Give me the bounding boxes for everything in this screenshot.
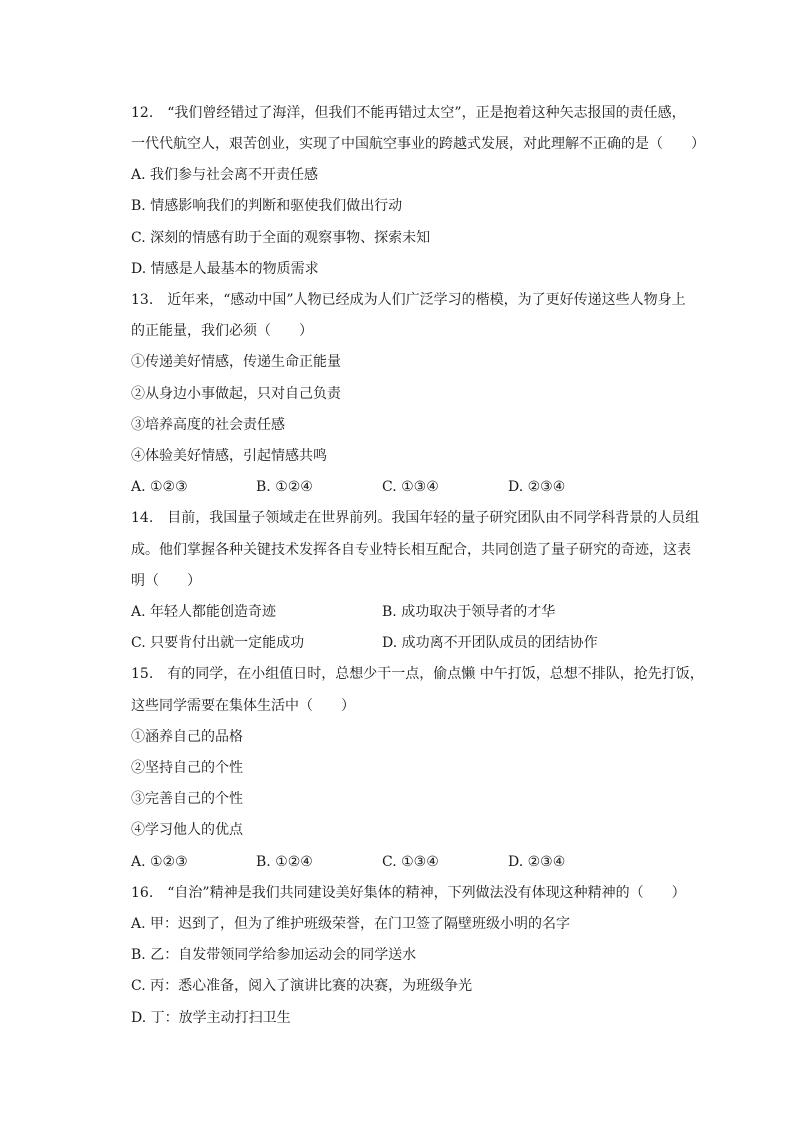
q12-option-b: B. 情感影响我们的判断和驱使我们做出行动 — [131, 198, 403, 214]
q15-statement-3: ③完善自己的个性 — [131, 791, 243, 807]
q16-stem-line1: 16. “自治”精神是我们共同建设美好集体的精神，下列做法没有体现这种精神的（ ） — [131, 885, 686, 901]
q14-stem-line1: 14. 目前，我国量子领域走在世界前列。我国年轻的量子研究团队由不同学科背景的人员组 — [131, 510, 700, 526]
q15-statement-1: ①涵养自己的品格 — [131, 729, 243, 745]
q12-stem-line2: 一代代航空人，艰苦创业，实现了中国航空事业的跨越式发展，对此理解不正确的是（ ） — [131, 136, 705, 152]
q14-stem-line2: 成。他们掌握各种关键技术发挥各自专业特长相互配合，共同创造了量子研究的奇迹，这表 — [131, 542, 691, 558]
q13-option-d: D. ②③④ — [508, 479, 566, 495]
q13-statement-2: ②从身边小事做起，只对自己负责 — [131, 386, 341, 402]
q13-option-b: B. ①②④ — [256, 479, 313, 495]
q14-stem-line3: 明（ ） — [131, 573, 201, 589]
q15-option-a: A. ①②③ — [131, 854, 188, 870]
q16-option-c: C. 丙：悉心准备，阅入了演讲比赛的决赛，为班级争光 — [131, 978, 473, 994]
q16-option-b: B. 乙：自发带领同学给参加运动会的同学送水 — [131, 947, 417, 963]
q13-statement-3: ③培养高度的社会责任感 — [131, 417, 285, 433]
q14-option-b: B. 成功取决于领导者的才华 — [382, 604, 556, 620]
q15-statement-4: ④学习他人的优点 — [131, 822, 243, 838]
q15-stem-line2: 这些同学需要在集体生活中（ ） — [131, 698, 355, 714]
q12-stem-line1: 12. “我们曾经错过了海洋，但我们不能再错过太空”，正是抱着这种矢志报国的责任感， — [131, 105, 686, 121]
q16-option-a: A. 甲：迟到了，但为了维护班级荣誉，在门卫签了隔壁班级小明的名字 — [131, 916, 571, 932]
q12-option-c: C. 深刻的情感有助于全面的观察事物、探索未知 — [131, 230, 431, 246]
q15-option-d: D. ②③④ — [508, 854, 566, 870]
q13-option-c: C. ①③④ — [382, 479, 439, 495]
q15-option-b: B. ①②④ — [256, 854, 313, 870]
q15-statement-2: ②坚持自己的个性 — [131, 760, 243, 776]
q14-option-a: A. 年轻人都能创造奇迹 — [131, 604, 277, 620]
q13-stem-line2: 的正能量，我们必须（ ） — [131, 323, 313, 339]
q13-statement-4: ④体验美好情感，引起情感共鸣 — [131, 448, 327, 464]
q16-option-d: D. 丁：放学主动打扫卫生 — [131, 1010, 291, 1026]
q13-statement-1: ①传递美好情感，传递生命正能量 — [131, 354, 341, 370]
q12-option-a: A. 我们参与社会离不开责任感 — [131, 167, 319, 183]
q15-option-c: C. ①③④ — [382, 854, 439, 870]
q14-option-d: D. 成功离不开团队成员的团结协作 — [382, 635, 598, 651]
q14-option-c: C. 只要肯付出就一定能成功 — [131, 635, 305, 651]
q13-option-a: A. ①②③ — [131, 479, 188, 495]
q13-stem-line1: 13. 近年来，“感动中国”人物已经成为人们广泛学习的楷模，为了更好传递这些人物身上 — [131, 292, 686, 308]
q15-stem-line1: 15. 有的同学，在小组值日时，总想少干一点，偷点懒 中午打饭，总想不排队，抢先打饭， — [131, 666, 704, 682]
q12-option-d: D. 情感是人最基本的物质需求 — [131, 261, 319, 277]
